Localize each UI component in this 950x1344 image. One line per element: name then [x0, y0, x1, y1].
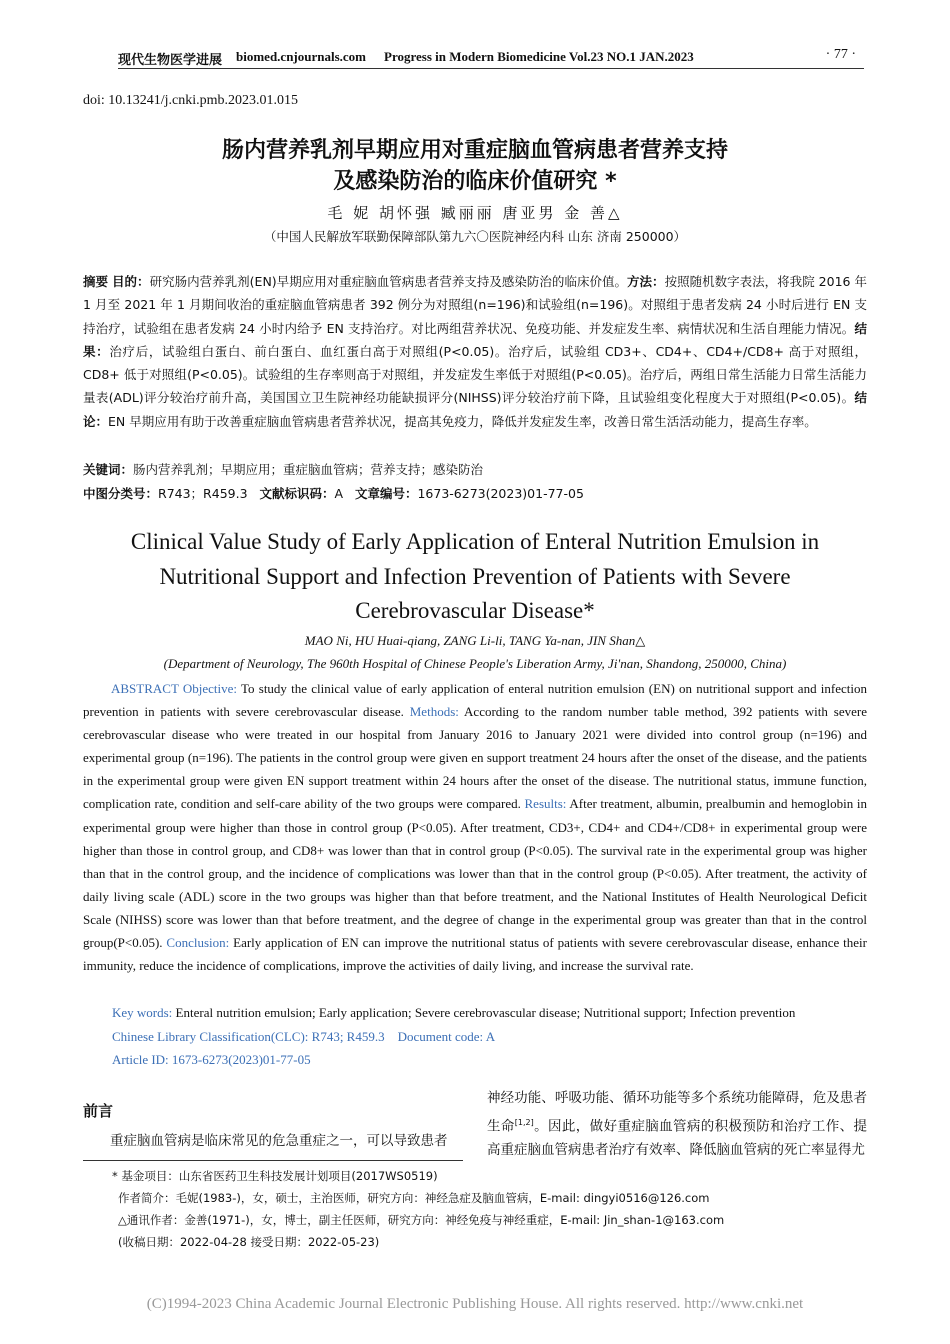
results-text-cn: 治疗后，试验组白蛋白、前白蛋白、血红蛋白高于对照组(P<0.05)。治疗后，试验组 CD3+、CD4+、CD4+/CD8+ 高于对照组，CD8+ 低于对照组(P<0.05)。试验组的生存率则高于对照组，并发症发生率低于对照组(P<0.05)。治疗后，两组日常生活能力日常生活能力量表(ADL)评分较治疗前升高，美国国立卫生院神经功能缺损评分(NIHSS)评分较治疗前下降，且试验组变化程度大于对照组(P<0.05)。: [83, 343, 867, 406]
clc-label-cn: 中图分类号：: [83, 486, 159, 501]
copyright-footer: (C)1994-2023 China Academic Journal Electronic Publishing House. All rights reserved. http://www.cnki.net: [146, 1296, 804, 1312]
preface-right-text-1: 神经功能、呼吸功能、循环功能等多个系统功能障碍，危及患者生命: [487, 1090, 867, 1134]
affiliation-en: (Department of Neurology, The 960th Hospital of Chinese People's Liberation Army, Ji'nan, Shandong, 250000, China): [163, 656, 787, 671]
authors-cn: 毛 妮 胡怀强 臧丽丽 唐亚男 金 善△: [327, 204, 623, 222]
abstract-label-cn: 摘要: [83, 274, 109, 289]
results-text-en: After treatment, albumin, prealbumin and hemoglobin in experimental group were higher than those in control group (P<0.05). After treatment, CD3+, CD4+ and CD4+/CD8+ in experimental group were higher than those in control group, and CD8+ was lower than that in control group (P<0.05). The survival rate in the experimental group was higher than that in the control group, and the incidence of complications was lower than that in the control group (P<0.05). After treatment, the activity of daily living scale (ADL) score in the two groups was higher than that before treatment, and the National Institutes of Health Neurological Deficit Scale (NIHSS) score was lower than that before treatment, and the degree of change in the experimental group was greater than that in the control group(P<0.05).: [83, 796, 868, 951]
preface-citation: [1,2]: [514, 1117, 534, 1127]
doc-label-cn: 文献标识码：: [259, 486, 335, 501]
journal-name-en: Progress in Modern Biomedicine Vol.23 NO.1 JAN.2023: [384, 49, 694, 64]
footnote-dates: (收稿日期：2022-04-28 接受日期：2022-05-23): [118, 1235, 380, 1249]
methods-label-cn: 方法：: [627, 274, 665, 289]
preface-right-column: [487, 1087, 867, 1162]
preface-heading: 前言: [83, 1102, 114, 1120]
clc-en: Chinese Library Classification(CLC): R743; R459.3: [112, 1029, 385, 1044]
objective-text-cn: 研究肠内营养乳剂(EN)早期应用对重症脑血管病患者营养支持及感染防治的临床价值。: [149, 274, 628, 289]
footnote-author: 作者简介：毛妮(1983-)，女，硕士，主治医师，研究方向：神经急症及脑血管病，E-mail: dingyi0516@126.com: [118, 1191, 710, 1205]
doi: doi: 10.13241/j.cnki.pmb.2023.01.015: [83, 93, 299, 108]
methods-text-cn: 按照随机数字表法，将我院 2016 年 1 月至 2021 年 1 月期间收治的重症脑血管病患者 392 例分为对照组(n=196)和试验组(n=196)。对照组于患者发病 24 小时后进行 EN 支持治疗，试验组在患者发病 24 小时内给予 EN 支持治疗。对比两组营养状况、免疫功能、并发症发生率、病情状况和生活自理能力情况。: [83, 274, 867, 336]
results-label-en: Results:: [524, 796, 567, 812]
journal-website: biomed.cnjournals.com: [236, 49, 366, 64]
title-en-line2: Nutritional Support and Infection Prevention of Patients with Severe: [159, 564, 791, 589]
objective-label-cn: 目的：: [112, 274, 150, 289]
objective-text-en: To study the clinical value of early application of enteral nutrition emulsion (EN) on nutritional support and infection prevention in patients with severe cerebrovascular disease.: [83, 681, 867, 720]
title-en-line1: Clinical Value Study of Early Application of Enteral Nutrition Emulsion in: [130, 529, 820, 554]
article-id-en: Article ID: 1673-6273(2023)01-77-05: [112, 1052, 311, 1067]
methods-text-en: According to the random number table method, 392 patients with severe cerebrovascular disease who were treated in our hospital from January 2016 to January 2021 were divided into control group (n=196) and experimental group (n=196). The patients in the control group were given en support treatment 24 hours after the onset of the disease, and the patients in the experimental group were given EN support treatment within 24 hours after the onset of the disease. The nutritional status, immune function, complication rate, condition and self-care ability of the two groups were compared.: [83, 704, 867, 812]
abstract-en: [83, 677, 867, 977]
preface-right-text-2: 。因此，做好重症脑血管病的积极预防和治疗工作、提高重症脑血管病患者治疗有效率、降低脑血管病的死亡率显得尤: [487, 1118, 868, 1158]
conclusion-text-en: Early application of EN can improve the nutritional status of patients with severe cerebrovascular disease, enhance their immunity, reduce the incidence of complications, improve the activities of daily living, and increase the survival rate.: [83, 935, 867, 974]
keywords-label-cn: 关键词：: [83, 462, 134, 477]
methods-label-en: Methods:: [409, 704, 459, 720]
doc-value-cn: A: [334, 486, 344, 501]
abstract-cn: [83, 270, 867, 433]
keywords-en: [112, 1005, 795, 1021]
objective-label-en: ABSTRACT Objective:: [111, 681, 238, 696]
affiliation-cn: （中国人民解放军联勤保障部队第九六〇医院神经内科 山东 济南 250000）: [263, 229, 687, 244]
title-cn-line2: 及感染防治的临床价值研究 *: [333, 169, 617, 194]
conclusion-label-cn: 结论：: [83, 390, 867, 429]
classification-en: [112, 1029, 495, 1045]
classification-cn: [83, 484, 584, 502]
keywords-label-en: Key words:: [112, 1005, 173, 1020]
keywords-value-en: Enteral nutrition emulsion; Early application; Severe cerebrovascular disease; Nutritional support; Infection prevention: [175, 1005, 796, 1020]
title-cn-line1: 肠内营养乳剂早期应用对重症脑血管病患者营养支持: [221, 138, 728, 163]
keywords-cn: [83, 460, 483, 478]
journal-name-cn: 现代生物医学进展: [118, 53, 223, 68]
running-header: [118, 46, 864, 69]
clc-value-cn: R743；R459.3: [158, 486, 248, 501]
footnote-rule: [83, 1160, 463, 1161]
doc-code-en: Document code: A: [397, 1029, 496, 1044]
footnote-corresponding: △通讯作者：金善(1971-)，女，博士，副主任医师，研究方向：神经免疫与神经重症，E-mail: Jin_shan-1@163.com: [118, 1213, 725, 1227]
authors-en: MAO Ni, HU Huai-qiang, ZANG Li-li, TANG Ya-nan, JIN Shan△: [304, 633, 646, 648]
page-number: · 77 ·: [825, 47, 856, 62]
article-label-cn: 文章编号：: [354, 486, 418, 501]
preface-left-column: 重症脑血管病是临床常见的危急重症之一，可以导致患者: [110, 1133, 448, 1149]
footnote-fund: * 基金项目：山东省医药卫生科技发展计划项目(2017WS0519): [112, 1169, 438, 1183]
keywords-value-cn: 肠内营养乳剂；早期应用；重症脑血管病；营养支持；感染防治: [133, 462, 484, 477]
conclusion-label-en: Conclusion:: [166, 935, 230, 951]
results-label-cn: 结果：: [83, 320, 867, 359]
title-en-line3: Cerebrovascular Disease*: [355, 598, 595, 623]
conclusion-text-cn: EN 早期应用有助于改善重症脑血管病患者营养状况，提高其免疫力，降低并发症发生率，改善日常生活活动能力，提高生存率。: [108, 413, 817, 429]
article-value-cn: 1673-6273(2023)01-77-05: [417, 486, 584, 501]
